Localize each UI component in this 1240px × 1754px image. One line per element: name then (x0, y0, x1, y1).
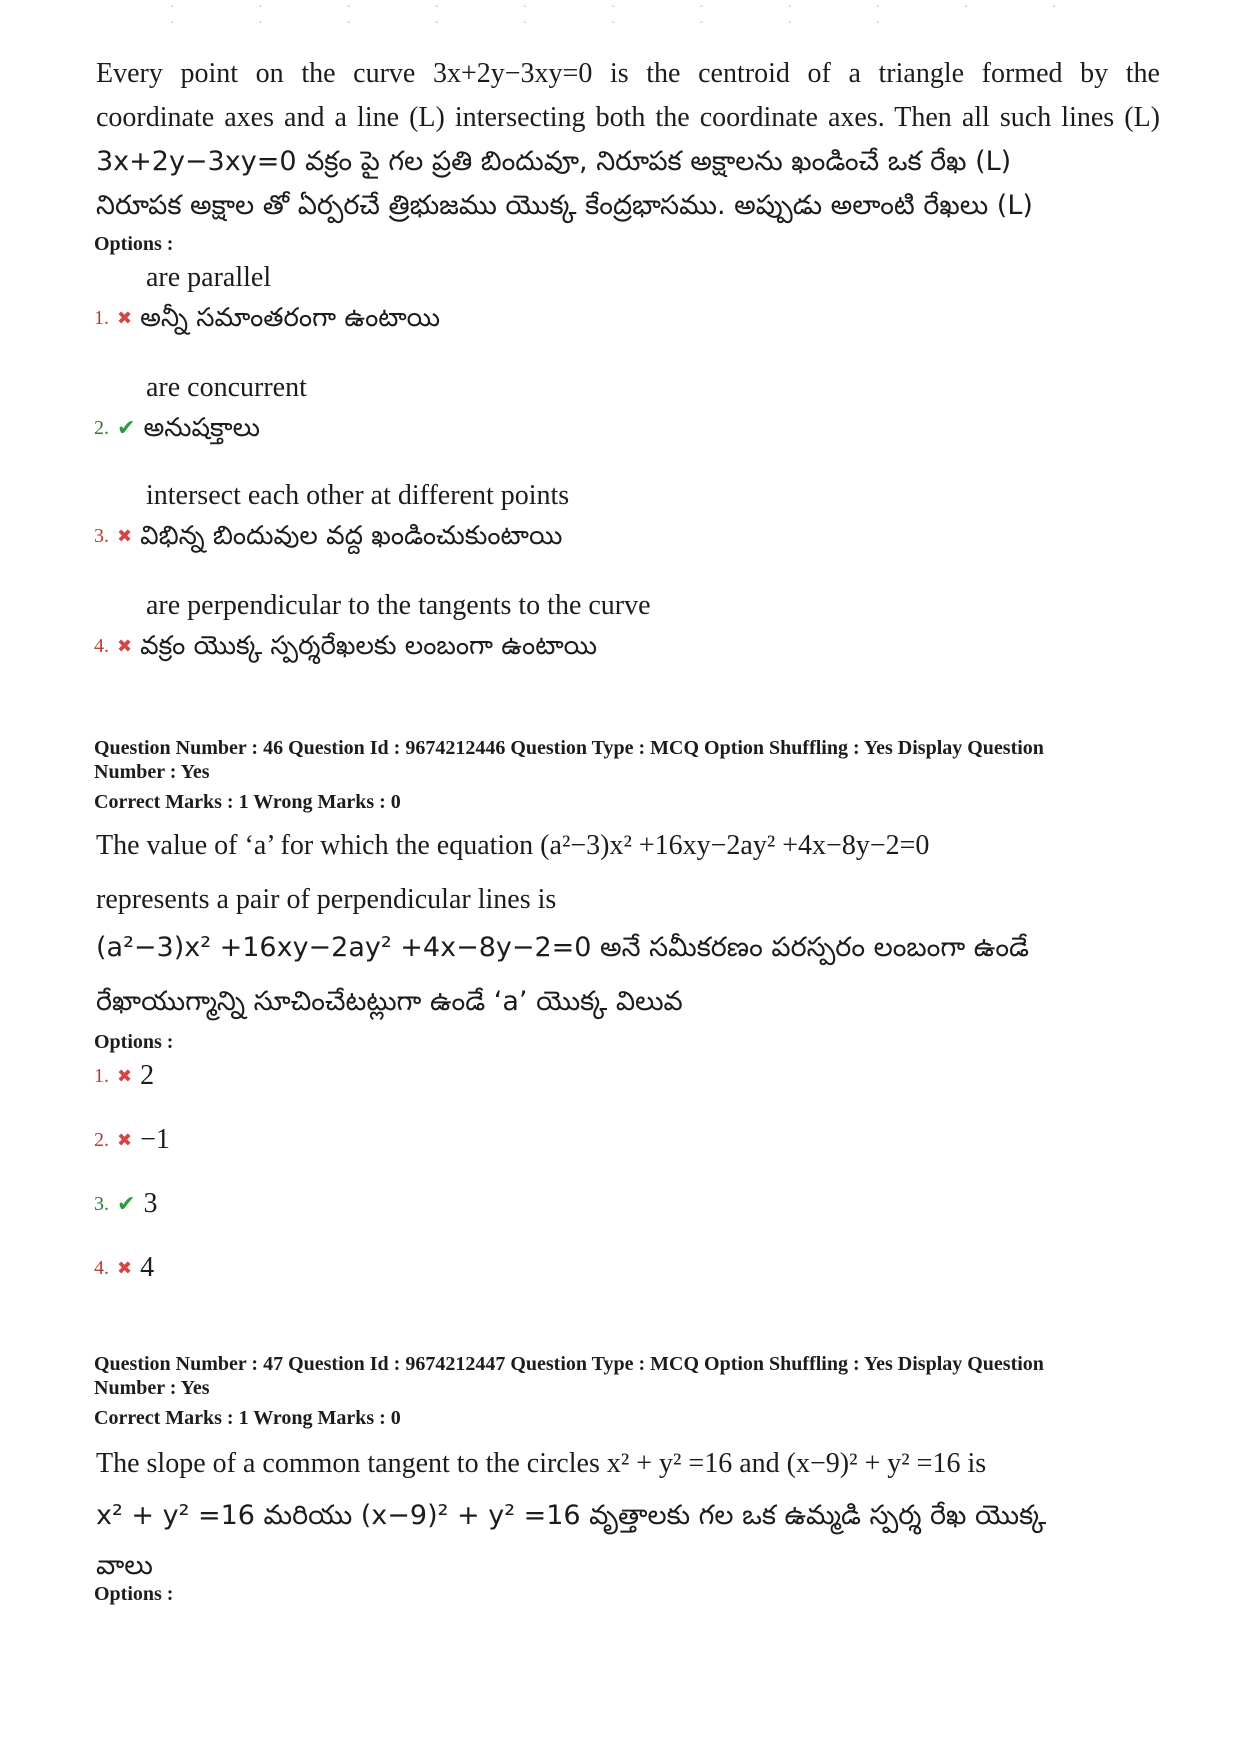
q45-option-2-english: are concurrent (146, 372, 307, 403)
q45-option-1-number: 1. (94, 306, 109, 329)
q45-options-label: Options : (94, 233, 174, 255)
q45-telugu-line-2: నిరూపక అక్షాల తో ఏర్పరచే త్రిభుజము యొక్క కేంద్రభాసము. అప్పుడు అలాంటి రేఖలు (L) (96, 190, 1033, 221)
q46-meta-line-2: Number : Yes (94, 761, 210, 783)
q46-marks: Correct Marks : 1 Wrong Marks : 0 (94, 791, 401, 813)
q46-options-label: Options : (94, 1031, 174, 1053)
wrong-mark-icon: ✖ (117, 1129, 133, 1151)
q46-option-2-value: −1 (140, 1124, 170, 1155)
q45-option-3 (94, 518, 562, 554)
q46-telugu-line-1: (a²−3)x² +16xy−2ay² +4x−8y−2=0 అనే సమీకరణం పరస్పరం లంబంగా ఉండే (96, 932, 1030, 963)
q46-telugu-line-2: రేఖాయుగ్మాన్ని సూచించేటట్లుగా ఉండే ‘a’ యొక్క విలువ (96, 986, 683, 1017)
q46-option-3-value: 3 (143, 1188, 158, 1219)
q46-option-4-value: 4 (140, 1252, 155, 1283)
q46-option-4 (94, 1250, 154, 1286)
q45-option-3-english: intersect each other at different points (146, 480, 570, 511)
q45-option-3-number: 3. (94, 524, 109, 547)
q45-option-4-number: 4. (94, 634, 109, 657)
q45-option-2 (94, 410, 260, 446)
q46-text-line-2: represents a pair of perpendicular lines is (96, 884, 557, 915)
correct-check-icon: ✔ (117, 1191, 136, 1217)
q45-option-2-telugu: అనుషక్తాలు (143, 413, 260, 443)
q45-option-1 (94, 300, 440, 336)
q45-option-2-number: 2. (94, 416, 109, 439)
q45-telugu-line-1: 3x+2y−3xy=0 వక్రం పై గల ప్రతి బిందువూ, నిరూపక అక్షాలను ఖండించే ఒక రేఖ (L) (96, 146, 1012, 177)
wrong-mark-icon: ✖ (117, 307, 133, 329)
wrong-mark-icon: ✖ (117, 635, 133, 657)
q45-option-3-telugu: విభిన్న బిందువుల వద్ద ఖండించుకుంటాయి (140, 521, 563, 551)
correct-check-icon: ✔ (117, 415, 136, 441)
q47-options-label: Options : (94, 1583, 174, 1605)
q45-option-4 (94, 628, 597, 664)
q46-meta-line-1: Question Number : 46 Question Id : 9674212446 Question Type : MCQ Option Shuffling : Yes Display Question (94, 737, 1044, 759)
q46-option-1-number: 1. (94, 1064, 109, 1087)
q47-marks: Correct Marks : 1 Wrong Marks : 0 (94, 1407, 401, 1429)
scan-artifact-dots: · · · · · · · · · · · · · · · · · · · · (170, 0, 1097, 31)
q46-option-4-number: 4. (94, 1256, 109, 1279)
q45-text-line-2: coordinate axes and a line (L) intersecting both the coordinate axes. Then all such lines (L) (96, 102, 1160, 133)
wrong-mark-icon: ✖ (117, 1065, 133, 1087)
q47-meta-line-1: Question Number : 47 Question Id : 9674212447 Question Type : MCQ Option Shuffling : Yes Display Question (94, 1353, 1044, 1375)
q46-option-3 (94, 1186, 157, 1222)
q46-option-1 (94, 1058, 154, 1094)
q46-option-2-number: 2. (94, 1128, 109, 1151)
q46-option-2 (94, 1122, 170, 1158)
q45-option-4-english: are perpendicular to the tangents to the curve (146, 590, 651, 621)
q45-text-line-1: Every point on the curve 3x+2y−3xy=0 is the centroid of a triangle formed by the (96, 58, 1160, 89)
q47-telugu-line-1: x² + y² =16 మరియు (x−9)² + y² =16 వృత్తాలకు గల ఒక ఉమ్మడి స్పర్శ రేఖ యొక్క (96, 1500, 1047, 1531)
q45-option-4-telugu: వక్రం యొక్క స్పర్శరేఖలకు లంబంగా ఉంటాయి (140, 631, 598, 661)
q45-option-1-english: are parallel (146, 262, 272, 293)
q46-option-3-number: 3. (94, 1192, 109, 1215)
q47-text-line-1: The slope of a common tangent to the circles x² + y² =16 and (x−9)² + y² =16 is (96, 1448, 987, 1479)
q47-meta-line-2: Number : Yes (94, 1377, 210, 1399)
q47-telugu-line-2: వాలు (96, 1550, 153, 1581)
q46-option-1-value: 2 (140, 1060, 155, 1091)
wrong-mark-icon: ✖ (117, 1257, 133, 1279)
wrong-mark-icon: ✖ (117, 525, 133, 547)
q45-option-1-telugu: అన్నీ సమాంతరంగా ఉంటాయి (140, 303, 441, 333)
q46-text-line-1: The value of ‘a’ for which the equation (a²−3)x² +16xy−2ay² +4x−8y−2=0 (96, 830, 930, 861)
